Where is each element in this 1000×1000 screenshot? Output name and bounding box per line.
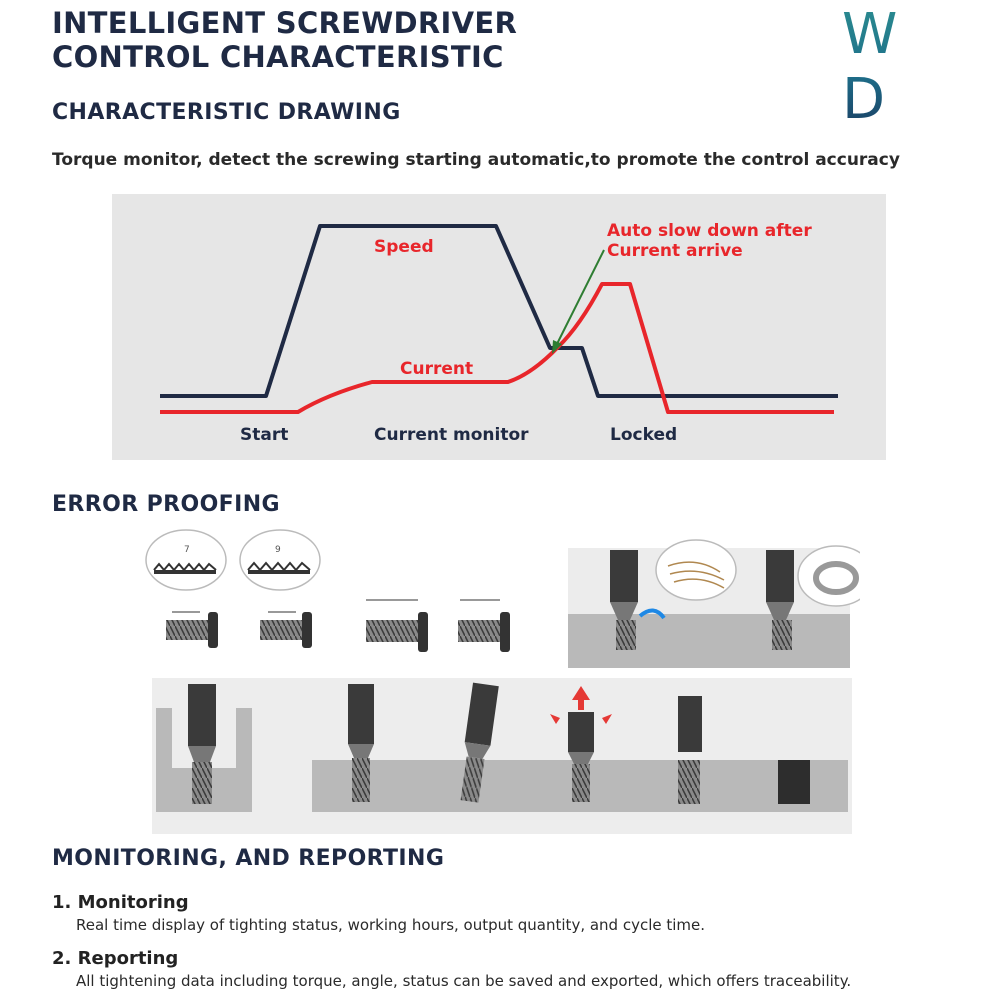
characteristic-chart bbox=[112, 194, 886, 460]
thread-gauge-7 bbox=[146, 530, 226, 590]
step-6-empty-hole bbox=[778, 760, 810, 804]
monitoring-heading: MONITORING, AND REPORTING bbox=[52, 846, 445, 871]
chart-svg bbox=[112, 194, 886, 460]
thread-label-7: 7 bbox=[184, 545, 190, 555]
step-5 bbox=[678, 696, 702, 804]
phase-label-locked: Locked bbox=[610, 425, 678, 445]
characteristic-subtitle: Torque monitor, detect the screwing starting automatic,to promote the control accuracy bbox=[52, 150, 900, 170]
monitoring-item-title: 1. Monitoring bbox=[52, 892, 189, 913]
contamination-panel bbox=[568, 540, 860, 668]
error-proofing-heading: ERROR PROOFING bbox=[52, 492, 280, 517]
phase-label-start: Start bbox=[240, 425, 289, 445]
reporting-item-title: 2. Reporting bbox=[52, 948, 179, 969]
annotation-arrow bbox=[556, 250, 604, 346]
title-line-1: INTELLIGENT SCREWDRIVER bbox=[52, 6, 518, 40]
error-proofing-illustration-row-2 bbox=[152, 678, 852, 834]
annotation-line-2: Current arrive bbox=[607, 241, 743, 261]
title-line-2: CONTROL CHARACTERISTIC bbox=[52, 40, 504, 74]
screw-2 bbox=[260, 612, 312, 648]
monitoring-item-text: Real time display of tighting status, working hours, output quantity, and cycle time. bbox=[76, 916, 706, 934]
current-label: Current bbox=[400, 359, 474, 379]
phase-label-current-monitor: Current monitor bbox=[374, 425, 529, 445]
reporting-item-text: All tightening data including torque, angle, status can be saved and exported, which offers traceability. bbox=[76, 972, 852, 990]
current-line bbox=[160, 284, 834, 412]
screw-3 bbox=[366, 600, 428, 652]
thread-label-9: 9 bbox=[275, 545, 281, 555]
characteristic-heading: CHARACTERISTIC DRAWING bbox=[52, 100, 401, 125]
screw-1 bbox=[166, 612, 218, 648]
screw-4 bbox=[458, 600, 510, 652]
brand-logo: W D bbox=[842, 2, 1000, 132]
speed-label: Speed bbox=[374, 237, 434, 257]
thread-gauge-9 bbox=[240, 530, 320, 590]
error-proofing-illustration-row-1 bbox=[140, 526, 860, 672]
page-title bbox=[52, 6, 517, 74]
annotation-line-1: Auto slow down after bbox=[607, 221, 812, 241]
